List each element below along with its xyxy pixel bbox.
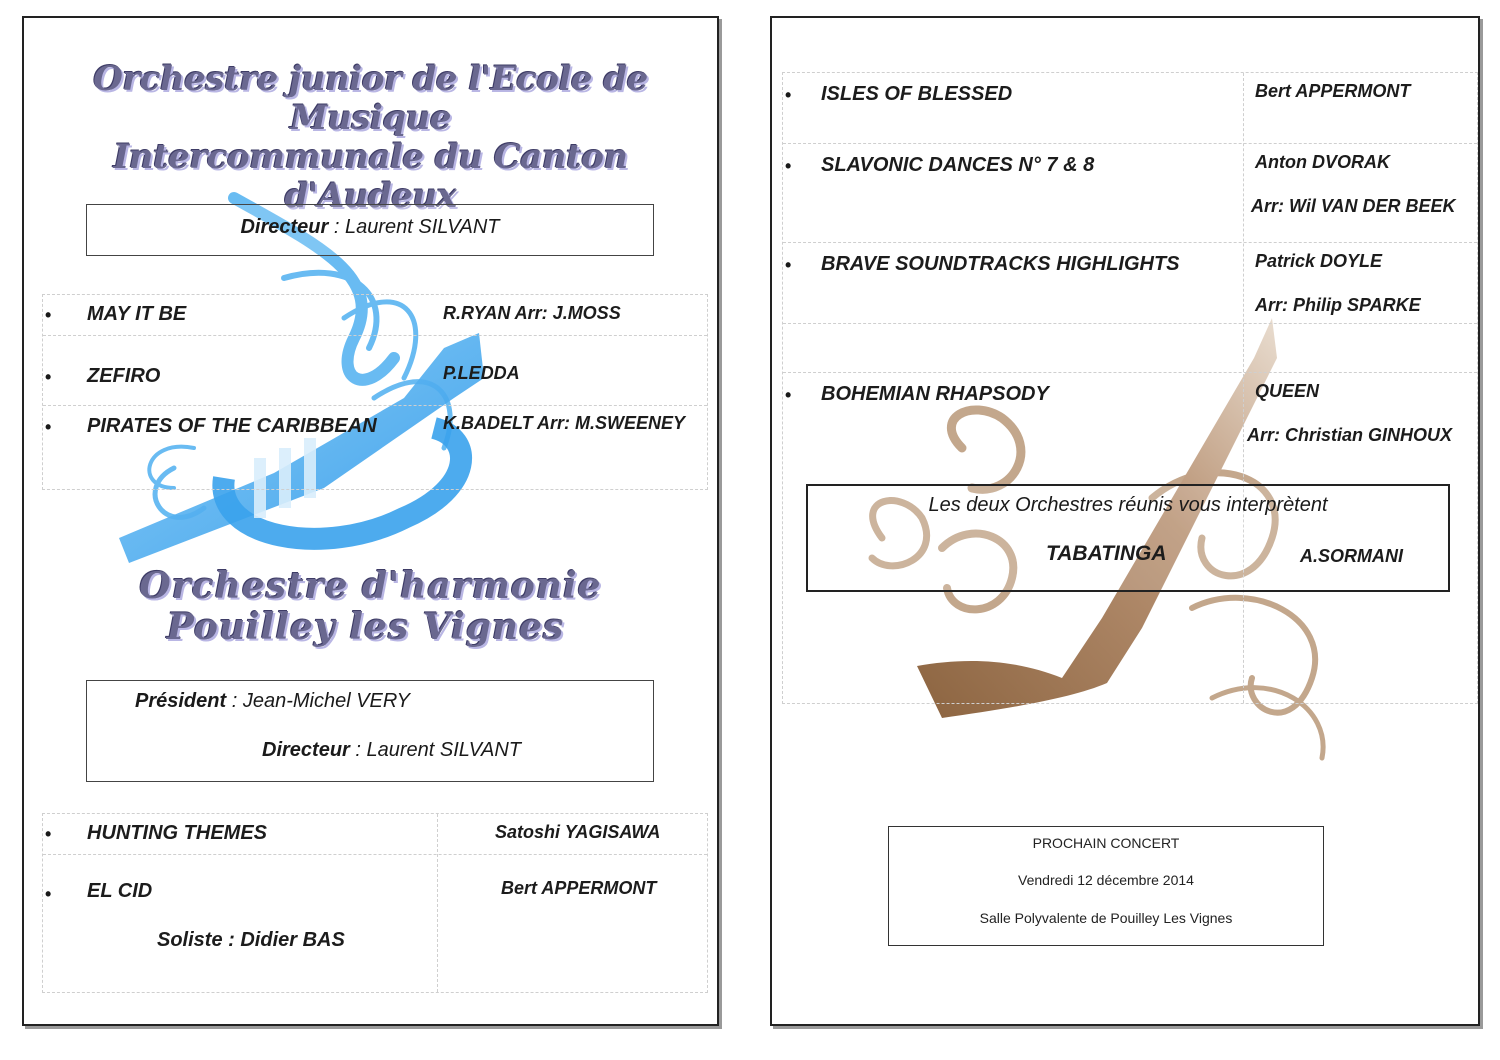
piece-title: HUNTING THEMES	[87, 822, 267, 844]
president-line	[135, 690, 410, 713]
left-program-page	[22, 16, 719, 1026]
table-row	[783, 144, 1477, 243]
composer-name: Bert APPERMONT	[501, 878, 657, 898]
table-row	[43, 814, 707, 855]
combined-intro: Les deux Orchestres réunis vous interprètent	[928, 494, 1328, 516]
piece-title: BOHEMIAN RHAPSODY	[821, 383, 1049, 405]
junior-title-line2: Intercommunale du Canton d'Audeux	[113, 137, 628, 217]
director-name: Laurent SILVANT	[366, 739, 522, 761]
list-bullet: •	[45, 884, 52, 904]
table-row	[43, 295, 707, 336]
table-row	[783, 73, 1477, 144]
next-concert-date: Vendredi 12 décembre 2014	[1018, 872, 1194, 888]
piece-title: ISLES OF BLESSED	[821, 83, 1013, 105]
list-bullet: •	[785, 255, 792, 275]
right-program-table	[782, 72, 1478, 704]
composer-name: Satoshi YAGISAWA	[495, 822, 661, 842]
arranger-name: Arr: Philip SPARKE	[1255, 295, 1421, 315]
piece-title: EL CID	[87, 880, 153, 902]
composer-name: Anton DVORAK	[1255, 152, 1390, 172]
table-row	[43, 407, 707, 487]
director-label: Directeur	[262, 739, 350, 761]
composer-name: QUEEN	[1255, 381, 1320, 401]
table-row	[43, 870, 707, 990]
president-separator: :	[226, 690, 243, 712]
piece-title: SLAVONIC DANCES N° 7 & 8	[821, 154, 1095, 176]
next-concert-box	[888, 826, 1324, 946]
piece-title: ZEFIRO	[87, 365, 161, 387]
next-concert-heading: PROCHAIN CONCERT	[1032, 835, 1180, 851]
junior-title-line1: Orchestre junior de l'Ecole de Musique	[93, 59, 648, 139]
list-bullet: •	[45, 824, 52, 844]
list-bullet: •	[785, 85, 792, 105]
director-separator: :	[328, 216, 345, 238]
junior-program-table	[42, 294, 708, 490]
piece-title: PIRATES OF THE CARIBBEAN	[87, 415, 377, 437]
director-label: Directeur	[240, 216, 329, 238]
next-concert-venue: Salle Polyvalente de Pouilley Les Vignes	[979, 910, 1233, 926]
president-name: Jean-Michel VERY	[242, 690, 410, 712]
composer-name: K.BADELT Arr: M.SWEENEY	[443, 413, 686, 433]
combined-composer: A.SORMANI	[1300, 546, 1403, 566]
director-name: Laurent SILVANT	[344, 216, 500, 238]
junior-director-box	[86, 204, 654, 256]
president-label: Président	[135, 690, 227, 712]
piece-title: MAY IT BE	[87, 303, 187, 325]
harmony-officers-box	[86, 680, 654, 782]
director-separator: :	[349, 739, 367, 761]
combined-orchestras-box	[806, 484, 1450, 592]
composer-name: R.RYAN Arr: J.MOSS	[443, 303, 621, 323]
composer-name: Bert APPERMONT	[1255, 81, 1411, 101]
harmony-director-line	[262, 739, 521, 762]
composer-name: P.LEDDA	[443, 363, 520, 383]
list-bullet: •	[45, 367, 52, 387]
list-bullet: •	[785, 156, 792, 176]
junior-director-line	[87, 216, 653, 239]
right-program-page	[770, 16, 1480, 1026]
harmony-program-table	[42, 813, 708, 993]
list-bullet: •	[785, 385, 792, 405]
harmony-title-line1: Orchestre d'harmonie	[139, 565, 602, 607]
junior-orchestra-title	[24, 60, 717, 216]
arranger-name: Arr: Christian GINHOUX	[1247, 425, 1453, 445]
list-bullet: •	[45, 305, 52, 325]
list-bullet: •	[45, 417, 52, 437]
harmony-orchestra-title	[24, 566, 717, 649]
piece-title: BRAVE SOUNDTRACKS HIGHLIGHTS	[821, 253, 1180, 275]
table-row	[43, 357, 707, 406]
arranger-name: Arr: Wil VAN DER BEEK	[1251, 196, 1456, 216]
soloist-credit: Soliste : Didier BAS	[157, 929, 345, 951]
combined-piece-title: TABATINGA	[1046, 542, 1167, 565]
table-row-spacer	[783, 324, 1477, 373]
harmony-title-line2: Pouilley les Vignes	[166, 606, 565, 649]
table-row	[783, 243, 1477, 324]
composer-name: Patrick DOYLE	[1255, 251, 1383, 271]
